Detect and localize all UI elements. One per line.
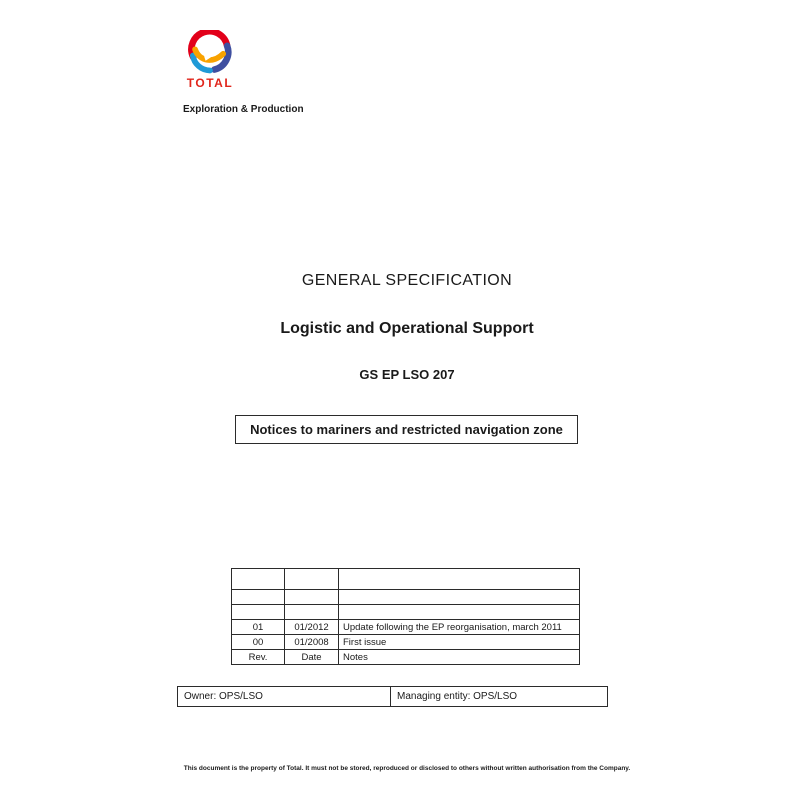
notes-cell [339, 590, 580, 605]
ownership-table [177, 686, 608, 707]
discipline-title: Logistic and Operational Support [280, 320, 534, 337]
date-cell [285, 590, 339, 605]
managing-entity-cell: Managing entity: OPS/LSO [391, 687, 608, 707]
total-wordmark: TOTAL [186, 76, 234, 90]
notes-cell: First issue [339, 635, 580, 650]
table-row [232, 620, 580, 635]
date-cell [285, 569, 339, 590]
notes-cell [339, 605, 580, 620]
notes-cell: Update following the EP reorganisation, march 2011 [339, 620, 580, 635]
confidentiality-notice: This document is the property of Total. It must not be stored, reproduced or disclosed to others without written authorisation from the Company. [183, 765, 631, 772]
notes-header-cell: Notes [339, 650, 580, 665]
doc-type-title: GENERAL SPECIFICATION [301, 272, 513, 289]
date-cell [285, 605, 339, 620]
rev-header-cell: Rev. [232, 650, 285, 665]
date-cell: 01/2012 [285, 620, 339, 635]
revision-table [231, 568, 580, 665]
ownership-row [178, 687, 608, 707]
rev-cell: 00 [232, 635, 285, 650]
table-row [232, 590, 580, 605]
rev-cell [232, 605, 285, 620]
table-header-row [232, 650, 580, 665]
table-row [232, 569, 580, 590]
total-logo [184, 30, 236, 89]
table-row [232, 635, 580, 650]
rev-cell: 01 [232, 620, 285, 635]
table-row [232, 605, 580, 620]
notes-cell [339, 569, 580, 590]
date-header-cell: Date [285, 650, 339, 665]
date-cell: 01/2008 [285, 635, 339, 650]
doc-number: GS EP LSO 207 [359, 367, 455, 382]
total-globe-icon [188, 30, 232, 74]
rev-cell [232, 590, 285, 605]
division-label: Exploration & Production [183, 104, 304, 115]
owner-cell: Owner: OPS/LSO [178, 687, 391, 707]
doc-title-box: Notices to mariners and restricted navigation zone [235, 415, 578, 444]
rev-cell [232, 569, 285, 590]
